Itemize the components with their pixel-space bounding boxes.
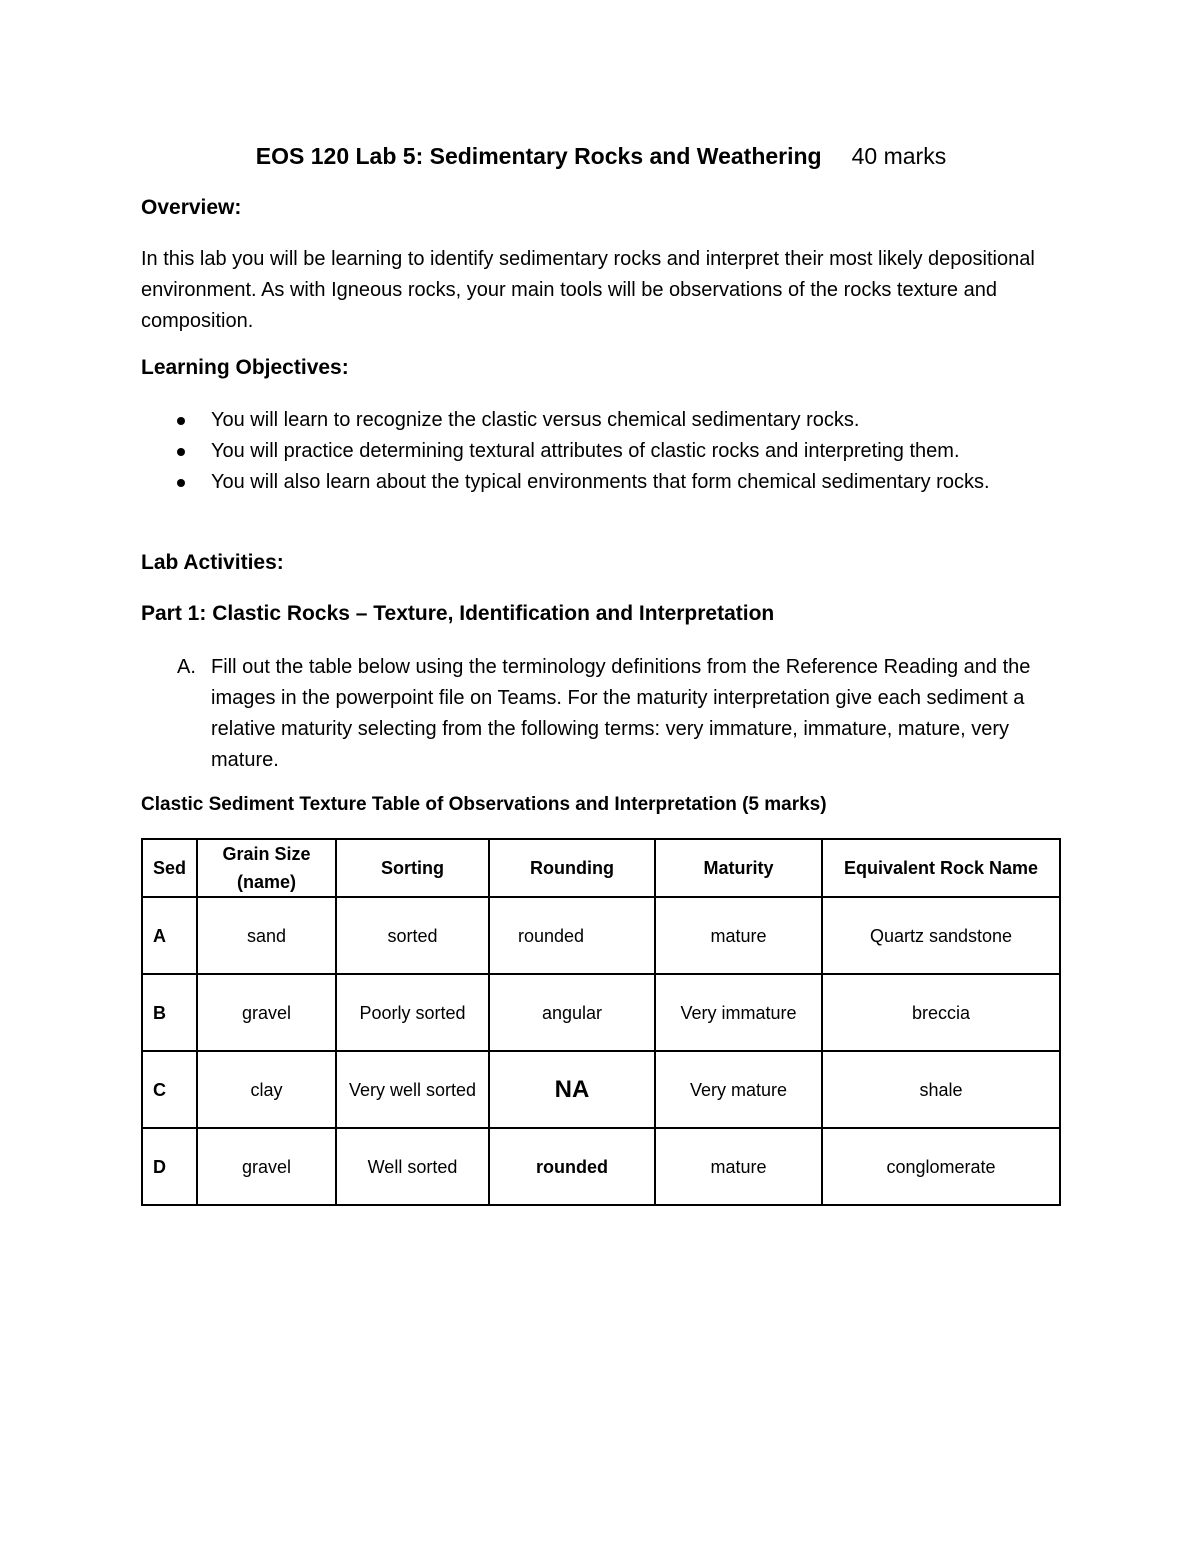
- cell-sed: C: [142, 1051, 197, 1128]
- list-item: [141, 405, 1051, 436]
- item-letter: A.: [177, 656, 196, 678]
- header-grain-size: Grain Size (name): [197, 839, 336, 897]
- part1-title: Part 1: Clastic Rocks – Texture, Identification and Interpretation: [141, 602, 775, 625]
- total-marks: 40 marks: [851, 143, 947, 169]
- objectives-list: [141, 405, 1051, 498]
- bullet-icon: [177, 417, 185, 425]
- cell-sed: D: [142, 1128, 197, 1205]
- cell-sorting: sorted: [336, 897, 489, 974]
- bullet-icon: [177, 479, 185, 487]
- table-row: [142, 1051, 1060, 1128]
- cell-grain-size: gravel: [197, 974, 336, 1051]
- header-sed: Sed: [142, 839, 197, 897]
- table-row: [142, 897, 1060, 974]
- cell-sorting: Well sorted: [336, 1128, 489, 1205]
- cell-maturity: Very immature: [655, 974, 822, 1051]
- overview-heading: Overview:: [141, 196, 242, 219]
- cell-grain-size: sand: [197, 897, 336, 974]
- activities-heading: Lab Activities:: [141, 551, 284, 574]
- objective-text: You will also learn about the typical environments that form chemical sedimentary rocks.: [211, 471, 990, 493]
- header-rounding: Rounding: [489, 839, 655, 897]
- instruction-text: Fill out the table below using the terminology definitions from the Reference Reading and the images in the powerpoint file on Teams. For the maturity interpretation give each sediment a relative maturity selecting from the following terms: very immature, immature, mature, very mature.: [211, 656, 1031, 771]
- header-rock-name: Equivalent Rock Name: [822, 839, 1060, 897]
- cell-grain-size: clay: [197, 1051, 336, 1128]
- cell-maturity: mature: [655, 1128, 822, 1205]
- cell-sed: A: [142, 897, 197, 974]
- table-row: [142, 974, 1060, 1051]
- table-caption: Clastic Sediment Texture Table of Observations and Interpretation (5 marks): [141, 794, 827, 815]
- document-title: EOS 120 Lab 5: Sedimentary Rocks and Weathering: [255, 143, 822, 169]
- overview-text: In this lab you will be learning to identify sedimentary rocks and interpret their most likely depositional environment. As with Igneous rocks, your main tools will be observations of the rocks texture and composition.: [141, 248, 1035, 332]
- header-maturity: Maturity: [655, 839, 822, 897]
- list-item: [141, 467, 1051, 498]
- table-header-row: [142, 839, 1060, 897]
- header-sorting: Sorting: [336, 839, 489, 897]
- table-row: [142, 1128, 1060, 1205]
- cell-grain-size: gravel: [197, 1128, 336, 1205]
- bullet-icon: [177, 448, 185, 456]
- cell-rock-name: breccia: [822, 974, 1060, 1051]
- cell-sed: B: [142, 974, 197, 1051]
- cell-rounding: rounded: [489, 897, 655, 974]
- list-item: [141, 436, 1051, 467]
- objective-text: You will practice determining textural attributes of clastic rocks and interpreting them.: [211, 440, 960, 462]
- cell-sorting: Very well sorted: [336, 1051, 489, 1128]
- cell-rock-name: Quartz sandstone: [822, 897, 1060, 974]
- instruction-item: [141, 652, 1051, 776]
- cell-rock-name: conglomerate: [822, 1128, 1060, 1205]
- cell-rounding: angular: [489, 974, 655, 1051]
- title-line: [141, 143, 1061, 170]
- cell-rounding: rounded: [489, 1128, 655, 1205]
- cell-rock-name: shale: [822, 1051, 1060, 1128]
- objectives-heading: Learning Objectives:: [141, 356, 349, 379]
- cell-rounding: NA: [489, 1051, 655, 1128]
- cell-maturity: Very mature: [655, 1051, 822, 1128]
- cell-maturity: mature: [655, 897, 822, 974]
- observation-table: [141, 838, 1061, 1206]
- objective-text: You will learn to recognize the clastic versus chemical sedimentary rocks.: [211, 409, 860, 431]
- cell-sorting: Poorly sorted: [336, 974, 489, 1051]
